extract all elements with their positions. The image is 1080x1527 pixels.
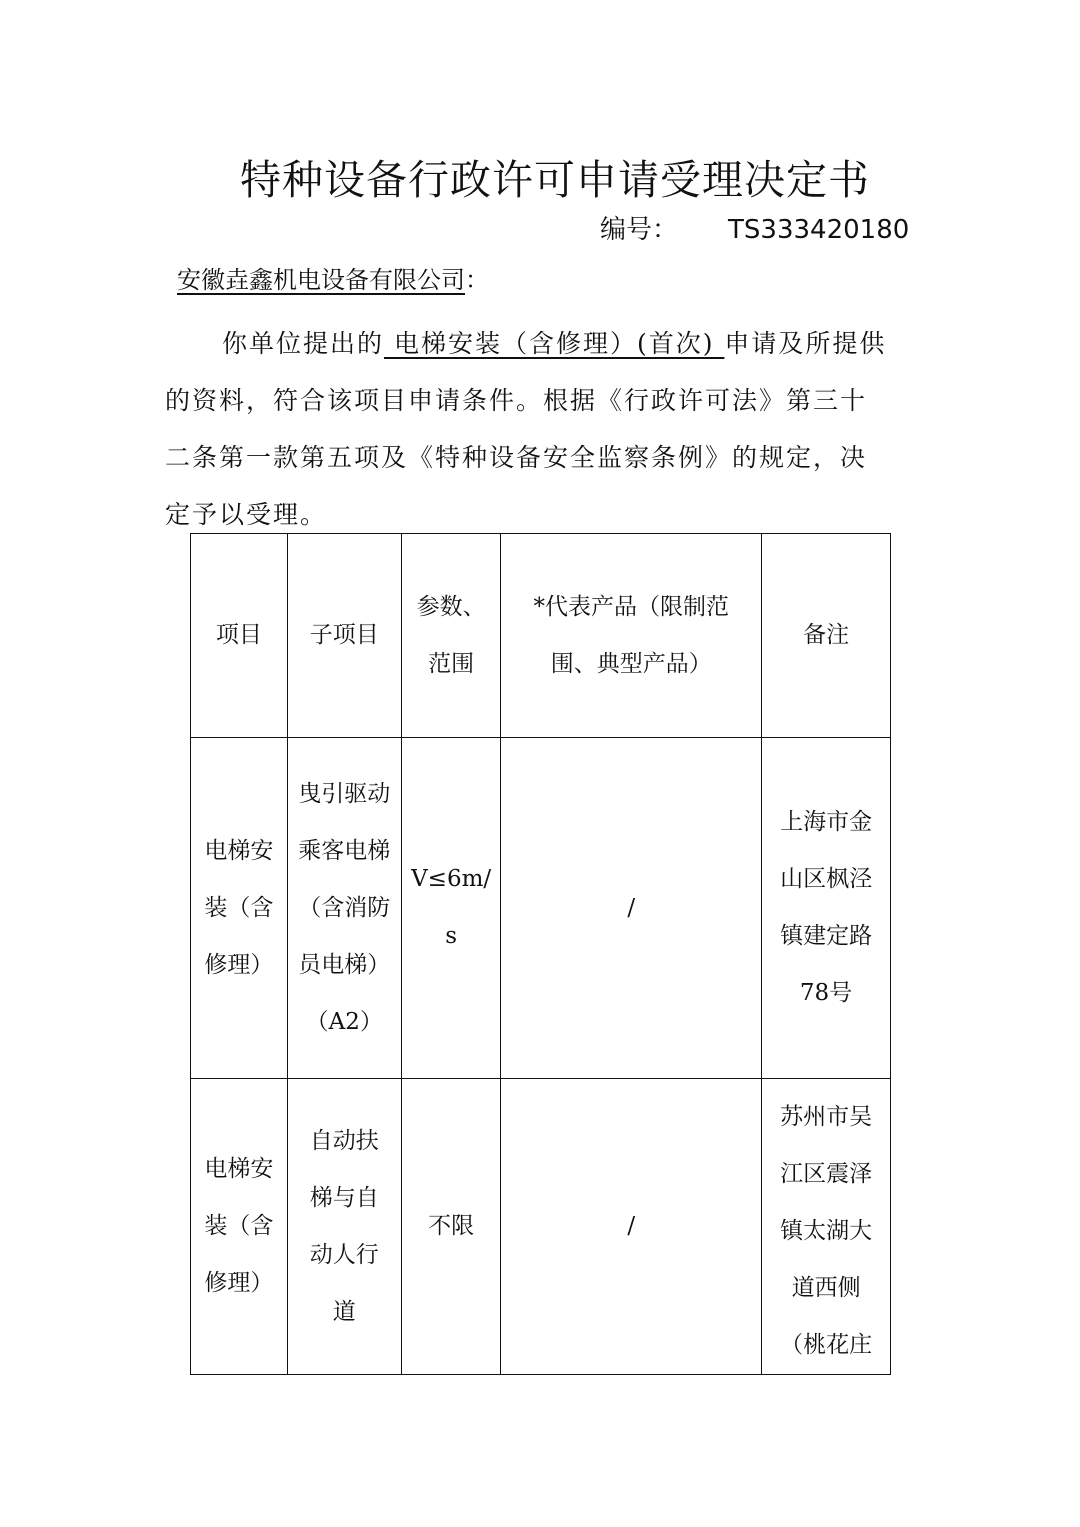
cell-products: / [501, 1079, 762, 1375]
application-item: 电梯安装（含修理）(首次) [384, 329, 725, 358]
cell-products: / [501, 738, 762, 1079]
header-remarks: 备注 [762, 534, 891, 738]
paragraph-line-4: 定予以受理。 [165, 500, 328, 529]
header-subproject: 子项目 [287, 534, 401, 738]
decision-paragraph [165, 315, 925, 543]
table-row [191, 738, 891, 1079]
paragraph-line-1-suffix: 申请及所提供 [724, 329, 887, 358]
document-number [600, 210, 909, 250]
cell-remarks: 上海市金山区枫泾镇建定路78号 [762, 738, 891, 1079]
table-row [191, 1079, 891, 1375]
cell-subproject: 自动扶梯与自动人行道 [287, 1079, 401, 1375]
paragraph-line-2: 的资料，符合该项目申请条件。根据《行政许可法》第三十 [165, 386, 868, 415]
permit-table [190, 533, 891, 1375]
cell-project: 电梯安装（含修理） [191, 738, 288, 1079]
paragraph-line-1 [165, 315, 925, 372]
recipient-suffix: ： [465, 266, 489, 294]
header-project: 项目 [191, 534, 288, 738]
document-number-label: 编号： [600, 215, 679, 245]
cell-subproject: 曳引驱动乘客电梯（含消防员电梯）（A2） [287, 738, 401, 1079]
paragraph-line-1-prefix: 你单位提出的 [222, 329, 385, 358]
recipient-line [165, 260, 489, 300]
document-title: 特种设备行政许可申请受理决定书 [240, 156, 870, 204]
cell-remarks: 苏州市吴江区震泽镇太湖大道西侧（桃花庄 [762, 1079, 891, 1375]
header-params: 参数、范围 [401, 534, 501, 738]
document-number-value: TS333420180 [728, 215, 910, 245]
table-header-row [191, 534, 891, 738]
cell-project: 电梯安装（含修理） [191, 1079, 288, 1375]
recipient-name: 安徽垚鑫机电设备有限公司 [177, 266, 465, 294]
cell-params: V≤6m/s [401, 738, 501, 1079]
paragraph-line-3: 二条第一款第五项及《特种设备安全监察条例》的规定，决 [165, 443, 868, 472]
cell-params: 不限 [401, 1079, 501, 1375]
header-products: *代表产品（限制范围、典型产品） [501, 534, 762, 738]
